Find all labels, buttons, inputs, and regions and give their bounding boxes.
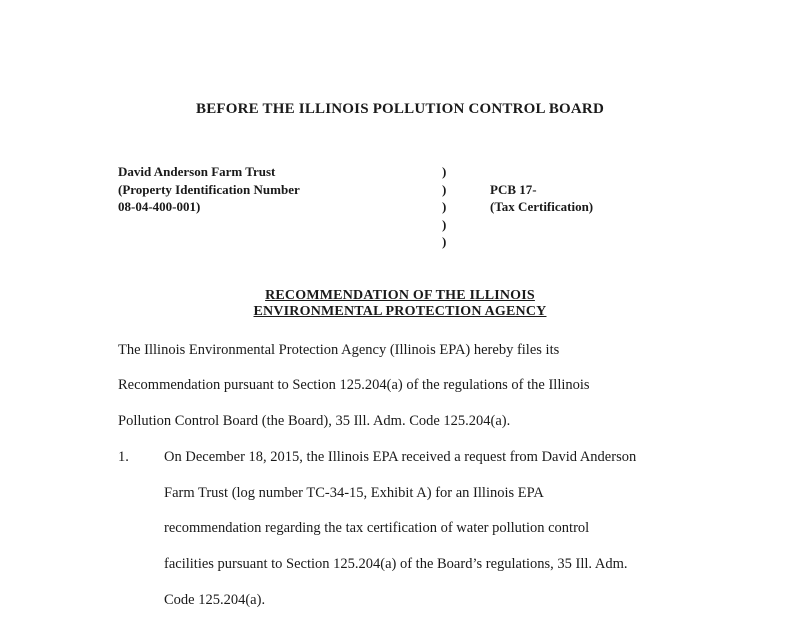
caption-case-number [490, 181, 690, 216]
paragraph-line: Recommendation pursuant to Section 125.204(a) of the regulations of the Illinois [118, 377, 590, 393]
recommendation-heading [0, 288, 800, 320]
board-heading: BEFORE THE ILLINOIS POLLUTION CONTROL BOARD [196, 101, 604, 117]
caption-paren: ) [442, 234, 447, 249]
recommendation-heading-line: RECOMMENDATION OF THE ILLINOIS [265, 288, 535, 303]
caption-party-line: 08-04-400-001) [118, 199, 201, 214]
caption-party [118, 163, 448, 216]
item-number: 1. [118, 449, 129, 465]
caption-party-line: (Property Identification Number [118, 181, 300, 197]
item-line: Farm Trust (log number TC-34-15, Exhibit A) for an Illinois EPA [164, 485, 544, 501]
caption-paren: ) [442, 216, 447, 232]
caption-paren: ) [442, 164, 447, 179]
caption-party-line: David Anderson Farm Trust [118, 164, 276, 179]
item-line: On December 18, 2015, the Illinois EPA received a request from David Anderson [164, 449, 637, 465]
case-type: (Tax Certification) [490, 199, 594, 214]
caption-parentheses [442, 163, 452, 251]
caption-paren: ) [442, 199, 447, 214]
paragraph-line: The Illinois Environmental Protection Agency (Illinois EPA) hereby files its [118, 342, 560, 358]
item-line: facilities pursuant to Section 125.204(a) of the Board’s regulations, 35 Ill. Adm. [164, 556, 628, 572]
caption-paren: ) [442, 181, 447, 197]
item-line: Code 125.204(a). [164, 592, 266, 608]
recommendation-heading-line: ENVIRONMENTAL PROTECTION AGENCY [253, 304, 547, 319]
item-line: recommendation regarding the tax certification of water pollution control [164, 520, 590, 536]
case-number: PCB 17- [490, 181, 537, 197]
paragraph-line: Pollution Control Board (the Board), 35 Ill. Adm. Code 125.204(a). [118, 413, 511, 429]
